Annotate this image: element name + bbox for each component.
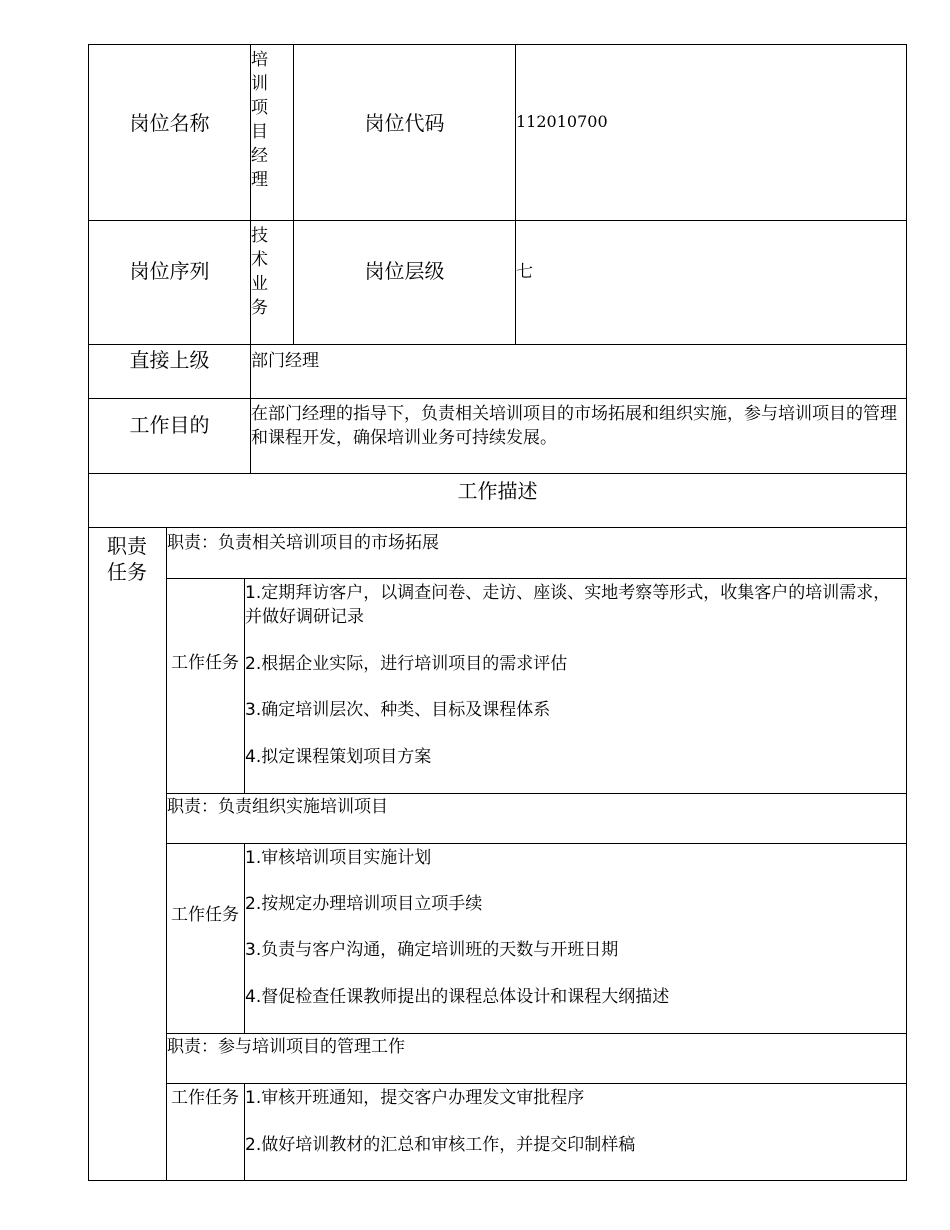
supervisor-label: 直接上级: [129, 348, 210, 372]
table-border-right: [906, 44, 907, 1181]
task-item: 2.做好培训教材的汇总和审核工作，并提交印制样稿: [245, 1135, 636, 1155]
row-line: [166, 1033, 907, 1034]
supervisor-value: 部门经理: [251, 351, 319, 371]
post-name-label: 岗位名称: [129, 111, 210, 135]
post-level-value: 七: [516, 262, 533, 282]
post-name-value: 培训项目经理: [251, 50, 268, 190]
duties-label: 职责任务: [107, 534, 147, 584]
row-line: [88, 527, 907, 528]
col-line: [293, 44, 294, 345]
task-item: 3.确定培训层次、种类、目标及课程体系: [245, 700, 551, 720]
row-line: [166, 843, 907, 844]
row-line: [88, 473, 907, 474]
post-code-label: 岗位代码: [364, 111, 445, 135]
row-line: [88, 344, 907, 345]
description-title: 工作描述: [457, 479, 538, 503]
task-item: 3.负责与客户沟通，确定培训班的天数与开班日期: [245, 940, 619, 960]
task-item: 1.审核培训项目实施计划: [245, 848, 432, 868]
task-label: 工作任务: [171, 653, 239, 673]
col-line: [515, 44, 516, 345]
table-border-top: [88, 44, 907, 45]
task-label: 工作任务: [171, 1088, 239, 1108]
task-item: 4.拟定课程策划项目方案: [245, 747, 432, 767]
row-line: [166, 793, 907, 794]
row-line: [166, 1083, 907, 1084]
purpose-label: 工作目的: [129, 413, 210, 437]
task-item: 4.督促检查任课教师提出的课程总体设计和课程大纲描述: [245, 987, 670, 1007]
duty-title: 职责：负责组织实施培训项目: [167, 797, 388, 817]
post-level-label: 岗位层级: [364, 259, 445, 283]
row-line: [88, 398, 907, 399]
col-line: [166, 527, 167, 1181]
row-line: [88, 220, 907, 221]
task-item: 2.按规定办理培训项目立项手续: [245, 894, 483, 914]
table-border-left: [88, 44, 89, 1181]
post-series-value: 技术业务: [251, 226, 268, 318]
task-label: 工作任务: [171, 905, 239, 925]
task-item: 2.根据企业实际，进行培训项目的需求评估: [245, 654, 568, 674]
row-line: [166, 578, 907, 579]
post-code-value: 112010700: [516, 112, 608, 131]
purpose-value: 在部门经理的指导下，负责相关培训项目的市场拓展和组织实施，参与培训项目的管理和课程开发，确保培训业务可持续发展。: [251, 404, 897, 448]
task-item: 1.定期拜访客户，以调查问卷、走访、座谈、实地考察等形式，收集客户的培训需求，并做好调研记录: [245, 583, 891, 627]
post-series-label: 岗位序列: [129, 259, 210, 283]
task-item: 1.审核开班通知，提交客户办理发文审批程序: [245, 1088, 585, 1108]
duty-title: 职责：负责相关培训项目的市场拓展: [167, 533, 439, 553]
table-border-bottom: [88, 1180, 907, 1181]
duty-title: 职责：参与培训项目的管理工作: [167, 1037, 405, 1057]
